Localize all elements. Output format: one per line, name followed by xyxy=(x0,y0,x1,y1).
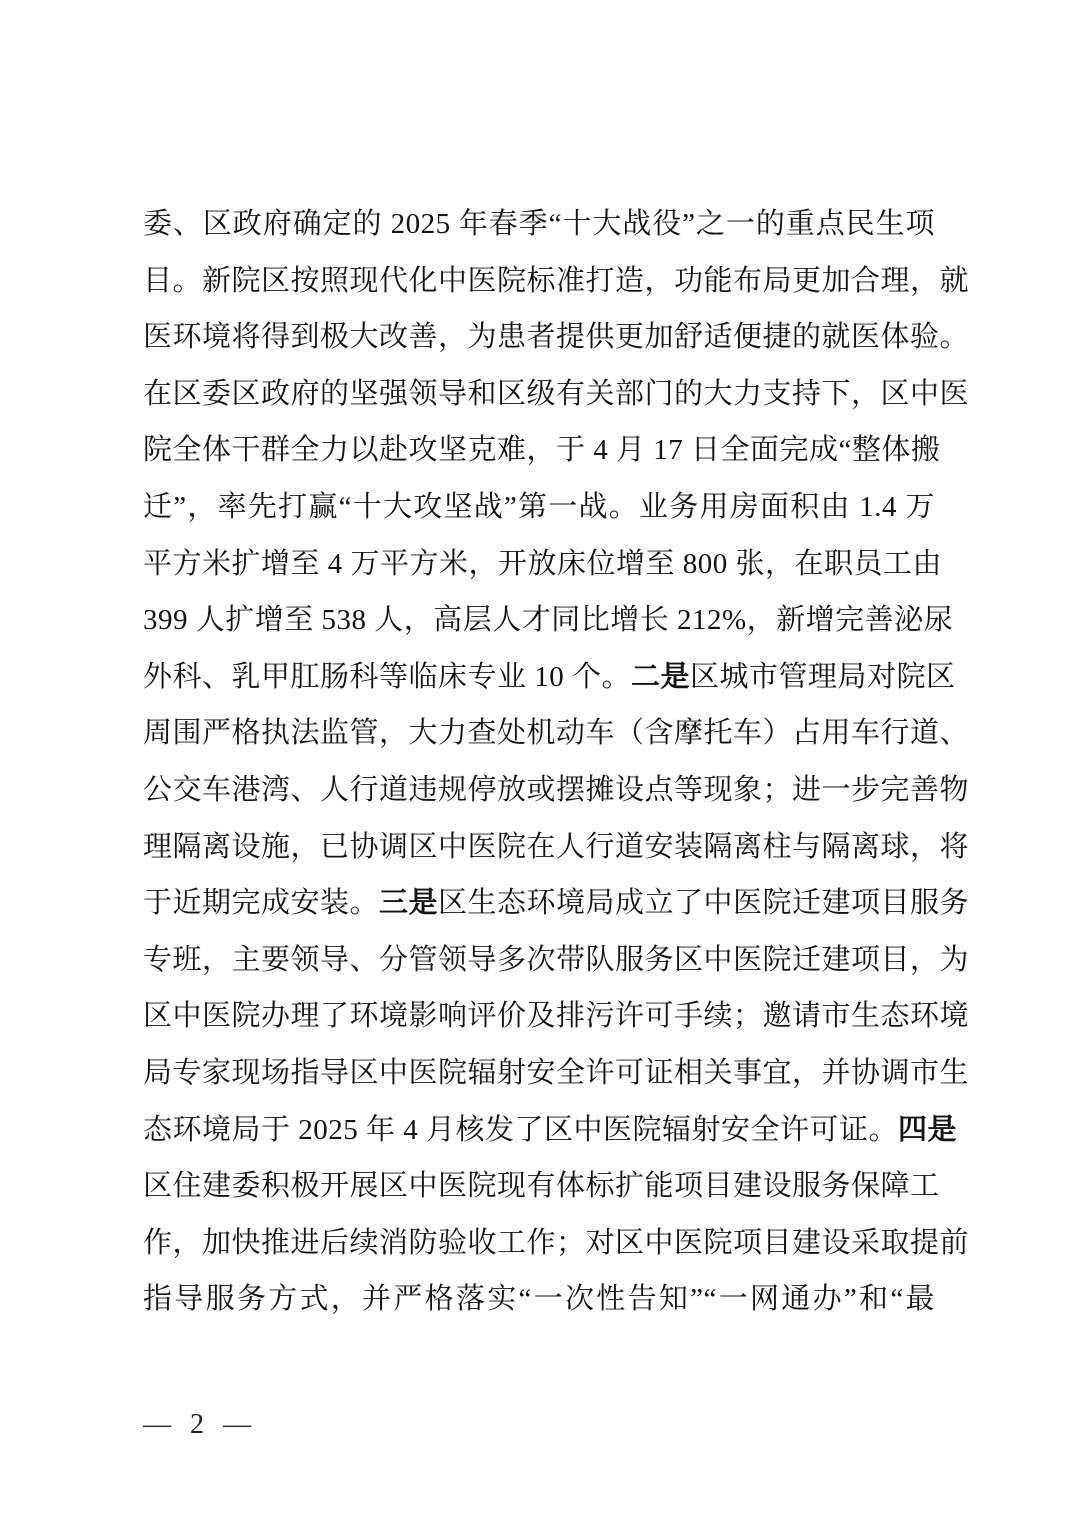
text-run: 指导服务方式，并严格落实“一次性告知”“一网通办”和“最 xyxy=(143,1283,935,1316)
page-number: — 2 — xyxy=(143,1409,257,1440)
text-line xyxy=(143,366,970,423)
text-line xyxy=(143,1215,970,1272)
text-line xyxy=(143,1158,940,1215)
text-run: 区住建委积极开展区中医院现有体标扩能项目建设服务保障工 xyxy=(143,1170,940,1203)
text-run: 外科、乳甲肛肠科等临床专业 10 个。 xyxy=(143,660,632,693)
text-run: 态环境局于 2025 年 4 月核发了区中医院辐射安全许可证。 xyxy=(143,1113,899,1146)
emphasis-run: 三是 xyxy=(379,887,439,920)
text-line xyxy=(143,762,970,819)
text-run: 理隔离设施，已协调区中医院在人行道安装隔离柱与隔离球，将 xyxy=(143,830,970,863)
text-line xyxy=(143,1102,958,1159)
text-run: 作，加快推进后续消防验收工作；对区中医院项目建设采取提前 xyxy=(143,1226,970,1259)
text-line xyxy=(143,309,970,366)
text-run: 于近期完成安装。 xyxy=(143,887,380,920)
text-line xyxy=(143,932,970,989)
text-line xyxy=(143,988,970,1045)
text-run: 目。新院区按照现代化中医院标准打造，功能布局更加合理，就 xyxy=(143,264,970,297)
document-body xyxy=(143,196,970,1328)
text-run: 周围严格执法监管，大力查处机动车（含摩托车）占用车行道、 xyxy=(143,717,970,750)
text-line xyxy=(143,649,956,706)
text-run: 院全体干群全力以赴攻坚克难，于 4 月 17 日全面完成“整体搬 xyxy=(143,434,941,467)
text-run: 委、区政府确定的 2025 年春季“十大战役”之一的重点民生项 xyxy=(143,208,935,240)
text-line xyxy=(143,422,941,479)
emphasis-run: 二是 xyxy=(631,660,691,693)
text-line xyxy=(143,253,970,310)
text-run: 局专家现场指导区中医院辐射安全许可证相关事宜，并协调市生 xyxy=(143,1056,970,1089)
text-run: 区中医院办理了环境影响评价及排污许可手续；邀请市生态环境 xyxy=(143,1000,970,1033)
text-line xyxy=(143,592,954,649)
emphasis-run: 四是 xyxy=(898,1113,958,1146)
text-line xyxy=(143,479,935,536)
text-run: 区城市管理局对院区 xyxy=(690,660,956,693)
text-line xyxy=(143,875,970,932)
text-run: 公交车港湾、人行道违规停放或摆摊设点等现象；进一步完善物 xyxy=(143,773,970,806)
text-line xyxy=(143,1045,970,1102)
text-run: 平方米扩增至 4 万平方米，开放床位增至 800 张，在职员工由 xyxy=(143,547,943,580)
text-line xyxy=(143,536,943,593)
text-line xyxy=(143,196,935,253)
text-line xyxy=(143,705,970,762)
text-line xyxy=(143,1271,935,1328)
text-run: 医环境将得到极大改善，为患者提供更加舒适便捷的就医体验。 xyxy=(143,321,970,354)
text-run: 专班，主要领导、分管领导多次带队服务区中医院迁建项目，为 xyxy=(143,943,970,976)
text-line xyxy=(143,819,970,876)
text-run: 399 人扩增至 538 人，高层人才同比增长 212%，新增完善泌尿 xyxy=(143,604,954,637)
text-run: 区生态环境局成立了中医院迁建项目服务 xyxy=(438,887,970,920)
text-run: 迁”，率先打赢“十大攻坚战”第一战。业务用房面积由 1.4 万 xyxy=(143,490,935,523)
text-run: 在区委区政府的坚强领导和区级有关部门的大力支持下，区中医 xyxy=(143,377,970,410)
